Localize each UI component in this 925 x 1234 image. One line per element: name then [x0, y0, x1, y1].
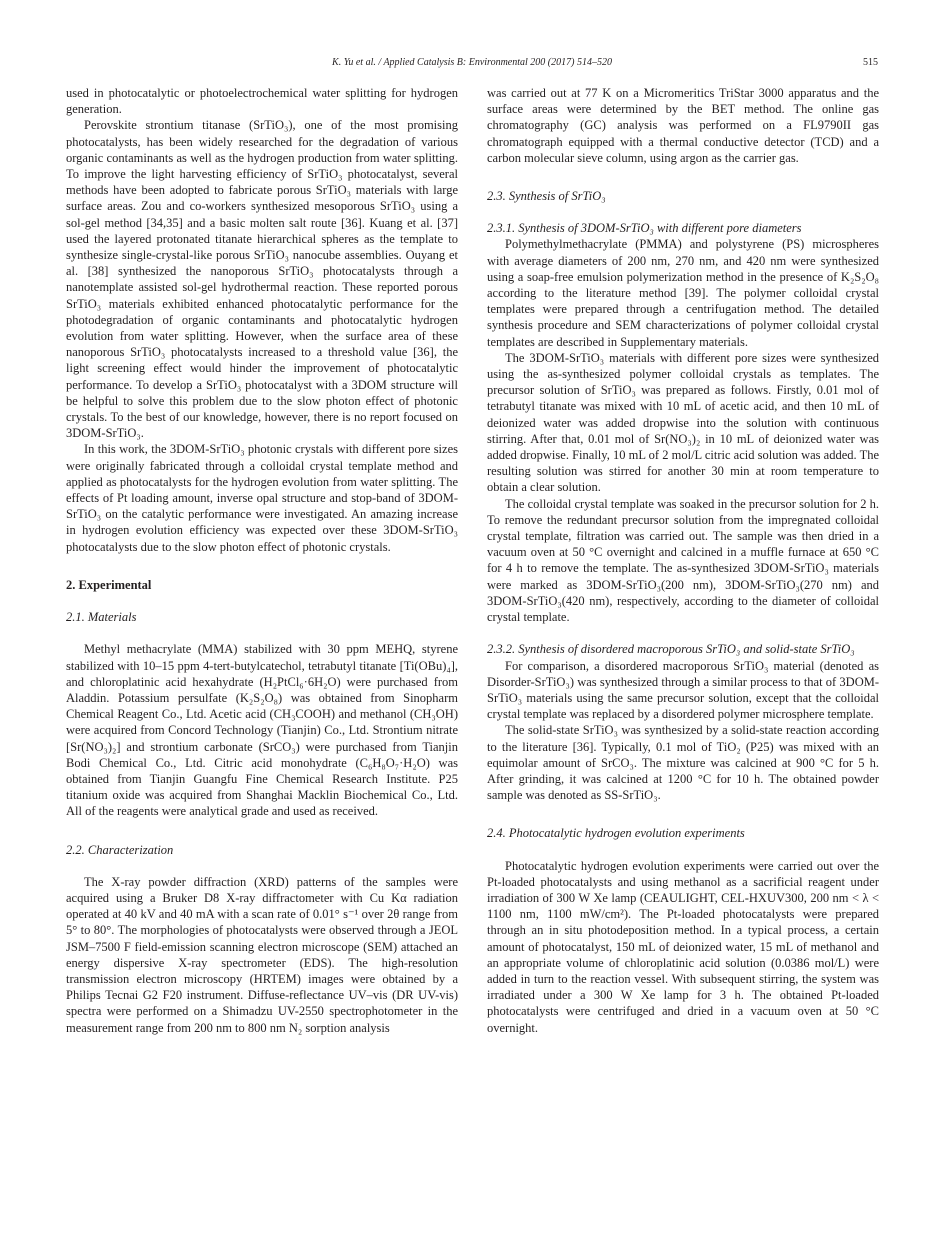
- paragraph: In this work, the 3DOM-SrTiO₃ photonic crystals with different pore sizes were originally fabricated through a colloidal crystal template method and applied as photocatalysts for the hydrogen evolution from water splitting. The effects of Pt loading amount, inverse opal structure and stop-band of 3DOM-SrTiO₃ on the catalytic performance were investigated. An amazing increase in hydrogen evolution efficiency was expected over these 3DOM-SrTiO₃ photocatalysts due to the slow photon effect of photonic crystals.: [66, 442, 458, 554]
- subsection-heading: 2.2. Characterization: [66, 842, 174, 857]
- paragraph: The 3DOM-SrTiO₃ materials with different pore sizes were synthesized using the as-synthesized polymer colloidal crystals as templates. The precursor solution of SrTiO₃ was prepared as follows. Firstly, 0.01 mol of tetrabutyl titanate was mixed with 10 mL of acetic acid, and then 10 mL of deionized water was added dropwise into the solution with continuous stirring. After that, 0.01 mol of Sr(NO₃)₂ in 10 mL of deionized water was added dropwise. Finally, 10 mL of 2 mol/L citric acid solution was added. The resulting solution was stirred for another 30 min at room temperature to obtain a clear solution.: [487, 350, 879, 495]
- paragraph: used in photocatalytic or photoelectrochemical water splitting for hydrogen generation.: [66, 86, 458, 117]
- paragraph: For comparison, a disordered macroporous SrTiO₃ material (denoted as Disorder-SrTiO₃) was synthesized through a similar process to that of 3DOM-SrTiO₃ materials using the same precursor solution, except that the colloidal crystal template was replaced by a disordered polymer microsphere template.: [487, 658, 879, 722]
- journal-citation: K. Yu et al. / Applied Catalysis B: Environmental 200 (2017) 514–520: [332, 57, 612, 68]
- right-column: [487, 85, 879, 1036]
- subsection-heading: 2.1. Materials: [66, 610, 137, 625]
- paragraph: The X-ray powder diffraction (XRD) patterns of the samples were acquired using a Bruker D8 X-ray diffractometer with Cu Kα radiation operated at 40 kV and 40 mA with a scan rate of 0.01° s⁻¹ over 2θ range from 5° to 80°. The morphologies of photocatalysts were observed through a JEOL JSM–7500 F field-emission scanning electron microscope (SEM) attached an energy dispersive X-ray spectrometer (EDS). The high-resolution transmission electron microscopy (HRTEM) images were obtained by a Philips Tecnai G2 F20 instrument. Diffuse-reflectance UV–vis (DR UV-vis) spectra were performed on a Shimadzu UV-2550 spectrophotometer in the measurement range from 200 nm to 800 nm N₂ sorption analysis: [66, 874, 458, 1035]
- subsection-heading: 2.3. Synthesis of SrTiO₃: [487, 189, 606, 204]
- running-header: [66, 56, 878, 70]
- paragraph: Perovskite strontium titanase (SrTiO₃), one of the most promising photocatalysts, has been widely researched for the degradation of various organic contaminants as well as the hydrogen production from water splitting. To improve the light harvesting efficiency of SrTiO₃ photocatalyst, several methods have been adopted to fabricate porous SrTiO₃ materials with large surface areas. Zou and co-workers synthesized mesoporous SrTiO₃ using a sol-gel method [34,35] and a basic molten salt route [36]. Kuang et al. [37] used the layered protonated titanate hierarchical spheres as the template to synthesize single-crystal-like porous SrTiO₃ nanocube assemblies. Ouyang et al. [38] synthesized the nanoporous SrTiO₃ photocatalysts through a nanotemplate assisted sol-gel hydrothermal reaction. These reported porous SrTiO₃ materials exhibited enhanced photocatalytic performance for the photodegradation of organic contaminants and photocatalytic hydrogen evolution from water splitting. However, when the surface area of these nanoporous SrTiO₃ photocatalysts increased to a threshold value [36], the light screening effect would hinder the improvement of photocatalytic performance. To develop a SrTiO₃ photocatalyst with a 3DOM structure will be helpful to solve this problem due to the slow photon effect of photonic crystals. To the best of our knowledge, however, there is no report focused on 3DOM-SrTiO₃.: [66, 118, 458, 441]
- paragraph: Methyl methacrylate (MMA) stabilized with 30 ppm MEHQ, styrene stabilized with 10–15 ppm 4-tert-butylcatechol, tetrabutyl titanate [Ti(OBu)₄], and chloroplatinic acid hexahydrate (H₂PtCl₆·6H₂O) were purchased from Aladdin. Potassium persulfate (K₂S₂O₈) was obtained from Sinopharm Chemical Reagent Co., Ltd. Acetic acid (CH₃COOH) and methanol (CH₃OH) were acquired from Concord Technology (Tianjin) Co., Ltd. Strontium nitrate [Sr(NO₃)₂] and strontium carbonate (SrCO₃) were purchased from Tianjin Bodi Chemical Co., Ltd. Citric acid monohydrate (C₆H₈O₇·H₂O) was obtained from Tianjin Guangfu Fine Chemical Research Institute. P25 titanium oxide was acquired from Shanghai Macklin Biochemical Co., Ltd. All of the reagents were analytical grade and used as received.: [66, 642, 458, 819]
- subsubsection-heading: 2.3.2. Synthesis of disordered macroporous SrTiO₃ and solid-state SrTiO₃: [487, 642, 855, 657]
- paragraph: The colloidal crystal template was soaked in the precursor solution for 2 h. To remove the redundant precursor solution from the impregnated colloidal crystal template, filtration was carried out. The sample was then dried in a vacuum oven at 50 °C overnight and calcined in a muffle furnace at 650 °C for 4 h to remove the template. The as-synthesized 3DOM-SrTiO₃ materials were marked as 3DOM-SrTiO₃(200 nm), 3DOM-SrTiO₃(270 nm) and 3DOM-SrTiO₃(420 nm), respectively, according to the diameter of colloidal crystal template.: [487, 496, 879, 625]
- subsection-heading: 2.4. Photocatalytic hydrogen evolution experiments: [487, 826, 745, 841]
- left-column: [66, 85, 458, 1036]
- paragraph: The solid-state SrTiO₃ was synthesized by a solid-state reaction according to the literature [36]. Typically, 0.1 mol of TiO₂ (P25) was mixed with an equimolar amount of SrCO₃. The mixture was calcined at 900 °C for 5 h. After grinding, it was calcined at 1200 °C for 10 h. The obtained powder sample was denoted as SS-SrTiO₃.: [487, 723, 879, 803]
- subsubsection-heading: 2.3.1. Synthesis of 3DOM-SrTiO₃ with different pore diameters: [487, 221, 802, 236]
- paragraph: was carried out at 77 K on a Micromeritics TriStar 3000 apparatus and the surface areas were determined by the BET method. The online gas chromatography (GC) analysis was performed on a FL9790II gas chromatograph equipped with a thermal conductive detector (TCD) and a carbon molecular sieve column, using argon as the carrier gas.: [487, 86, 879, 165]
- section-heading: 2. Experimental: [66, 577, 152, 592]
- page-number: 515: [863, 57, 878, 68]
- paragraph: Polymethylmethacrylate (PMMA) and polystyrene (PS) microspheres with average diameters of 200 nm, 270 nm, and 420 nm were synthesized using a soap-free emulsion polymerization method in the presence of K₂S₂O₈ according to the literature method [39]. The polymer colloidal crystal templates were prepared through a centrifugation method. The detailed synthesis procedure and SEM characterizations of polymer colloidal crystal templates are described in Supplementary materials.: [487, 237, 879, 349]
- paragraph: Photocatalytic hydrogen evolution experiments were carried out over the Pt-loaded photocatalysts and using methanol as a sacrificial reagent under irradiation of 300 W Xe lamp (CEAULIGHT, CEL-HXUV300, 200 nm < λ < 1100 nm, 1100 mW/cm²). The Pt-loaded photocatalysts were prepared through an in situ photodeposition method. In a typical process, a certain amount of photocatalyst, 150 mL of deionized water, 15 mL of methanol and an appropriate volume of chloroplatinic acid solution (0.0386 mol/L) were added in turn to the reaction vessel. With subsequent stirring, the system was irradiated under a 300 W Xe lamp for 3 h. The obtained Pt-loaded photocatalysts were centrifuged and dried in a vacuum oven at 50 °C overnight.: [487, 858, 879, 1035]
